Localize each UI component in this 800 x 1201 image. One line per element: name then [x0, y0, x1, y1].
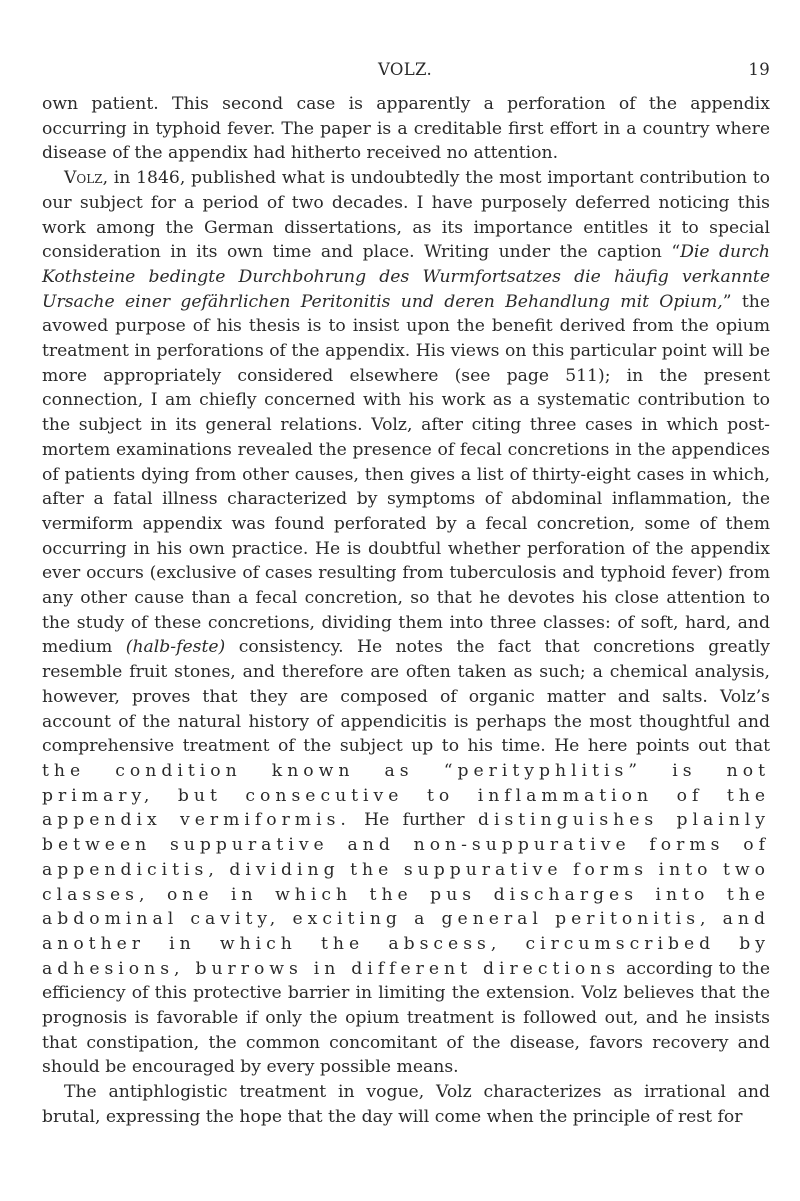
- paragraph-1-text: own patient. This second case is apparently a perforation of the appendix occurring in typhoid fever. The paper is a creditable first effort in a country where disease of the appendix had hitherto received no attention.: [42, 94, 770, 164]
- paragraph-2-text-d: He further: [350, 810, 478, 831]
- body-text: [42, 92, 770, 1130]
- author-name: Volz: [64, 168, 103, 189]
- paragraph-3-text: The antiphlogistic treatment in vogue, Volz characterizes as irrational and brutal, expressing the hope that the day will come when the principle of rest for: [42, 1082, 770, 1127]
- paragraph-2-text-a: , in 1846, published what is undoubtedly the most important contribution to our subject for a period of two decades. I have purposely deferred noticing this work among the German dissertations, as its importance entitles it to special consideration in its own time and place. Writing under the caption “: [42, 168, 770, 263]
- emphasis-spaced-2: distinguishes plainly between suppurative and non-suppurative forms of appendicitis, dividing the suppurative forms into two classes, one in which the pus discharges into the abdominal cavity, exciting a general peritonitis, and another in which the abscess, circumscribed by adhesions, burrows in different directions: [42, 810, 771, 979]
- paragraph-2-text-e: according to the efficiency of this protective barrier in limiting the extension. Volz believes that the prognosis is favorable if only the opium treatment is followed out, and he insists that constipation, the common concomitant of the disease, favors recovery and should be encouraged by every possible means.: [42, 958, 770, 1078]
- paragraph-1: [42, 92, 770, 166]
- paragraph-3: [42, 1080, 770, 1129]
- emphasis-spaced-1: the condition known as “perityphlitis” is not primary, but consecutive to inflammation of the appendix vermiformis.: [42, 760, 770, 831]
- running-title: VOLZ.: [377, 60, 433, 79]
- halb-feste-term: (halb-feste): [125, 637, 226, 658]
- paragraph-2-text-c: consistency. He notes the fact that concretions greatly resemble fruit stones, and therefore are often taken as such; a chemical analysis, however, proves that they are composed of organic matter and salts. Volz’s account of the natural history of appendicitis is perhaps the most thoughtful and comprehensive treatment of the subject up to his time. He here points out that: [42, 637, 770, 757]
- page-header: [40, 60, 770, 86]
- page-number: 19: [748, 60, 770, 79]
- paragraph-2: [42, 166, 770, 1080]
- paragraph-2-text-b: ” the avowed purpose of his thesis is to insist upon the benefit derived from the opium treatment in perforations of the appendix. His views on this particular point will be more appropriately considered elsewhere (see page 511); in the present connection, I am chiefly concerned with his work as a systematic contribution to the subject in its general relations. Volz, after citing three cases in which post-mortem examinations revealed the presence of fecal concretions in the appendices of patients dying from other causes, then gives a list of thirty-eight cases in which, after a fatal illness characterized by symptoms of abdominal inflammation, the vermiform appendix was found perforated by a fecal concretion, some of them occurring in his own practice. He is doubtful whether perforation of the appendix ever occurs (exclusive of cases resulting from tuberculosis and typhoid fever) from any other cause than a fecal concretion, so that he devotes his close attention to the study of these concretions, dividing them into three classes: of soft, hard, and medium: [42, 291, 770, 658]
- thesis-title: Die durch Kothsteine bedingte Durchbohrung des Wurmfortsatzes die häufig verkannte Ursache einer gefährlichen Peritonitis und deren Behandlung mit Opium,: [42, 242, 770, 312]
